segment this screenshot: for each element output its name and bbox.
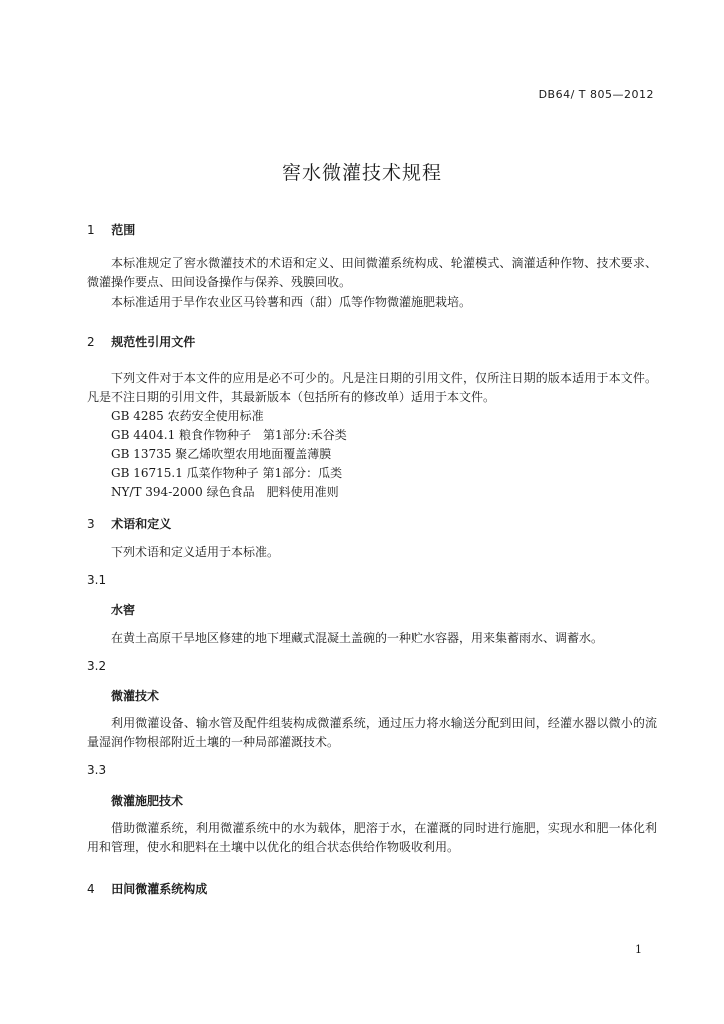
reference-item: GB 4404.1 粮食作物种子 第1部分:禾谷类 bbox=[111, 428, 347, 442]
section-4-heading bbox=[87, 880, 207, 897]
term-name: 微灌技术 bbox=[111, 689, 160, 703]
section-title: 田间微灌系统构成 bbox=[111, 882, 208, 896]
term-number: 3.1 bbox=[87, 573, 107, 587]
section-1-paragraph-2: 本标准适用于旱作农业区马铃薯和西（甜）瓜等作物微灌施肥栽培。 bbox=[111, 295, 472, 309]
term-name: 水窖 bbox=[111, 603, 136, 617]
document-title: 窖水微灌技术规程 bbox=[281, 162, 442, 184]
reference-item: GB 16715.1 瓜菜作物种子 第1部分：瓜类 bbox=[111, 466, 343, 480]
term-name: 微灌施肥技术 bbox=[111, 794, 184, 808]
reference-item: GB 13735 聚乙烯吹塑农用地面覆盖薄膜 bbox=[111, 447, 332, 461]
section-title: 规范性引用文件 bbox=[111, 335, 196, 349]
section-3-heading bbox=[87, 515, 171, 532]
section-2-heading bbox=[87, 333, 195, 350]
section-title: 术语和定义 bbox=[111, 517, 172, 531]
term-definition: 利用微灌设备、输水管及配件组装构成微灌系统，通过压力将水输送分配到田间，经灌水器以微小的流量湿润作物根部附近土壤的一种局部灌溉技术。 bbox=[87, 716, 657, 749]
section-1-heading bbox=[87, 221, 135, 238]
section-title: 范围 bbox=[111, 223, 136, 237]
section-3-intro: 下列术语和定义适用于本标准。 bbox=[111, 545, 280, 559]
section-number: 1 bbox=[87, 223, 95, 237]
reference-item: NY/T 394-2000 绿色食品 肥料使用准则 bbox=[111, 485, 339, 499]
standard-code: DB64/ T 805—2012 bbox=[538, 88, 654, 101]
section-number: 3 bbox=[87, 517, 95, 531]
term-number: 3.3 bbox=[87, 763, 107, 777]
page-number: 1 bbox=[635, 943, 642, 956]
section-2-paragraph-1: 下列文件对于本文件的应用是必不可少的。凡是注日期的引用文件，仅所注日期的版本适用于本文件。凡是不注日期的引用文件，其最新版本（包括所有的修改单）适用于本文件。 bbox=[87, 371, 657, 404]
term-definition: 在黄土高原干旱地区修建的地下埋藏式混凝土盖碗的一种贮水容器，用来集蓄雨水、调蓄水。 bbox=[111, 631, 604, 645]
reference-item: GB 4285 农药安全使用标准 bbox=[111, 409, 264, 423]
term-definition: 借助微灌系统，利用微灌系统中的水为载体，肥溶于水，在灌溉的同时进行施肥，实现水和肥一体化利用和管理，使水和肥料在土壤中以优化的组合状态供给作物吸收利用。 bbox=[87, 821, 657, 854]
term-number: 3.2 bbox=[87, 659, 107, 673]
section-number: 4 bbox=[87, 882, 95, 896]
section-number: 2 bbox=[87, 335, 95, 349]
section-1-paragraph-1: 本标准规定了窖水微灌技术的术语和定义、田间微灌系统构成、轮灌模式、滴灌适种作物、技术要求、微灌操作要点、田间设备操作与保养、残膜回收。 bbox=[87, 256, 657, 289]
